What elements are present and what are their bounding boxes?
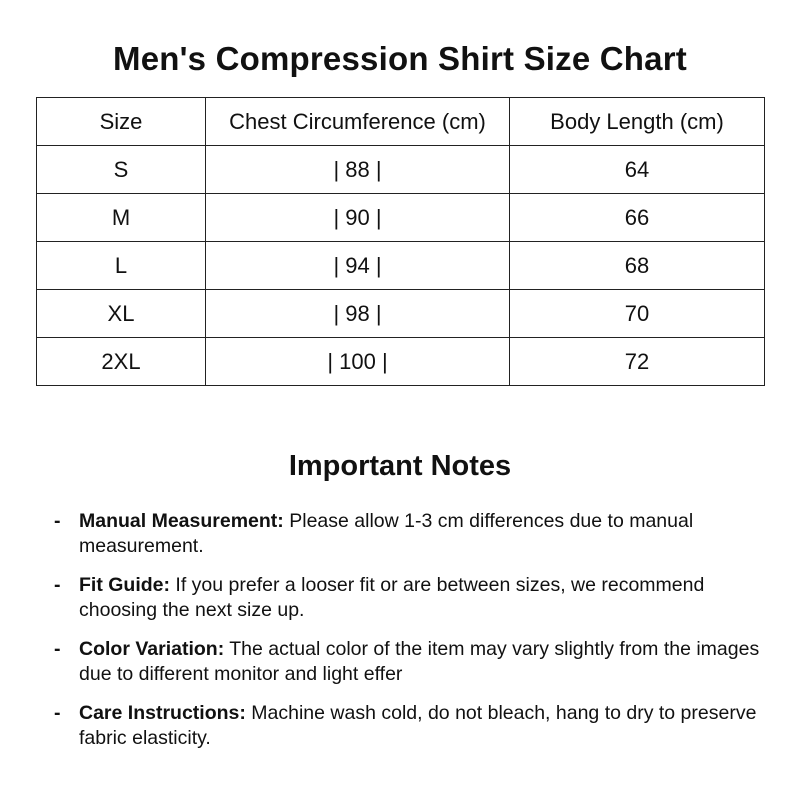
header-size: Size <box>37 98 206 146</box>
notes-heading: Important Notes <box>288 450 512 482</box>
table-row <box>37 290 765 338</box>
bullet-dash: - <box>54 702 61 724</box>
note-text: If you prefer a looser fit or are between sizes, we recommend choosing the next size up. <box>79 574 705 621</box>
note-label: Color Variation: <box>79 638 225 660</box>
cell-chest: | 88 | <box>206 146 510 194</box>
cell-length: 64 <box>510 146 765 194</box>
cell-length: 72 <box>510 338 765 386</box>
notes-list <box>50 509 780 765</box>
table-row <box>37 146 765 194</box>
table-row <box>37 242 765 290</box>
header-chest: Chest Circumference (cm) <box>206 98 510 146</box>
header-length: Body Length (cm) <box>510 98 765 146</box>
cell-length: 66 <box>510 194 765 242</box>
note-text: Machine wash cold, do not bleach, hang to dry to preserve fabric elasticity. <box>79 702 757 749</box>
page-title: Men's Compression Shirt Size Chart <box>113 40 687 77</box>
cell-size: 2XL <box>37 338 206 386</box>
note-label: Fit Guide: <box>79 574 170 596</box>
note-item <box>50 573 780 623</box>
bullet-dash: - <box>54 638 61 660</box>
cell-size: XL <box>37 290 206 338</box>
table-row <box>37 194 765 242</box>
bullet-dash: - <box>54 510 61 532</box>
table-header-row <box>37 98 765 146</box>
note-label: Care Instructions: <box>79 702 246 724</box>
cell-chest: | 90 | <box>206 194 510 242</box>
note-text: Please allow 1-3 cm differences due to manual measurement. <box>79 510 694 557</box>
cell-chest: | 98 | <box>206 290 510 338</box>
cell-size: S <box>37 146 206 194</box>
cell-length: 70 <box>510 290 765 338</box>
note-item <box>50 509 780 559</box>
cell-chest: | 94 | <box>206 242 510 290</box>
note-item <box>50 701 780 751</box>
table-row <box>37 338 765 386</box>
size-chart-table <box>36 97 765 386</box>
note-label: Manual Measurement: <box>79 510 284 532</box>
cell-chest: | 100 | <box>206 338 510 386</box>
cell-size: L <box>37 242 206 290</box>
bullet-dash: - <box>54 574 61 596</box>
cell-length: 68 <box>510 242 765 290</box>
note-text: The actual color of the item may vary slightly from the images due to different monitor and light effer <box>79 638 760 685</box>
cell-size: M <box>37 194 206 242</box>
note-item <box>50 637 780 687</box>
